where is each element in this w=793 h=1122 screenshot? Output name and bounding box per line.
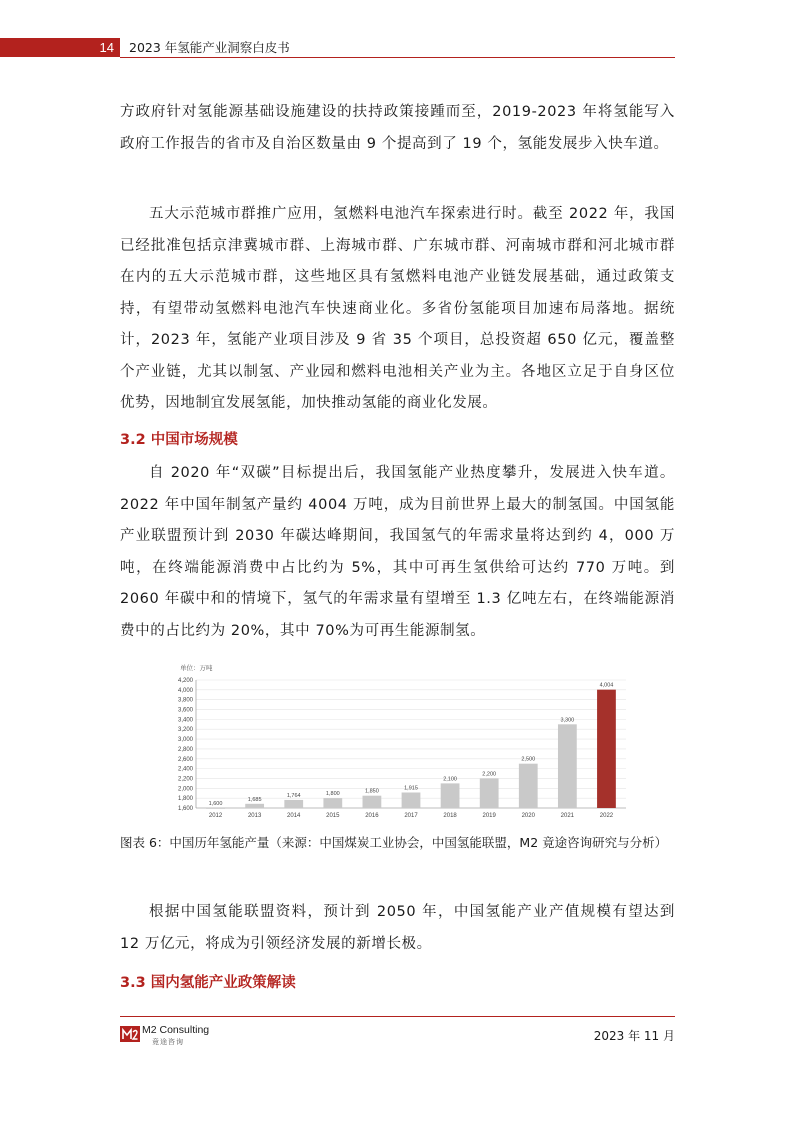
page-number: 14	[99, 40, 114, 55]
paragraph-forecast: 根据中国氢能联盟资料，预计到 2050 年，中国氢能产业产值规模有望达到 12 万亿元，将成为引领经济发展的新增长极。	[120, 904, 675, 952]
x-tick-label: 2020	[521, 813, 535, 819]
y-tick-label: 2,200	[177, 776, 193, 783]
logo-subtitle: 竟途咨询	[152, 1038, 184, 1046]
bar-2022	[597, 690, 616, 808]
paragraph-policy: 方政府针对氢能源基础设施建设的扶持政策接踵而至，2019-2023 年将氢能写入政府工作报告的省市及自治区数量由 9 个提高到了 19 个，氢能发展步入快车道。	[120, 104, 675, 152]
hydrogen-production-chart	[160, 658, 640, 828]
x-tick-label: 2017	[404, 813, 418, 819]
bar-value-label: 4,004	[599, 682, 614, 689]
bar-2020	[519, 764, 538, 808]
y-tick-label: 2,400	[177, 766, 193, 773]
x-tick-label: 2015	[326, 813, 340, 819]
y-tick-label: 3,400	[177, 717, 193, 724]
x-tick-label: 2013	[247, 813, 262, 819]
y-tick-label: 3,000	[177, 737, 193, 744]
bar-2018	[441, 783, 460, 808]
bar-2012	[206, 808, 225, 809]
m2-logo-icon	[120, 1024, 140, 1044]
x-tick-label: 2012	[208, 813, 223, 819]
bar-value-label: 2,500	[521, 756, 536, 763]
y-tick-label: 2,000	[177, 786, 193, 793]
y-tick-label: 1,600	[177, 806, 193, 812]
chart-unit-label: 单位：万吨	[180, 664, 213, 672]
x-tick-label: 2014	[287, 813, 301, 819]
y-tick-label: 4,000	[177, 687, 193, 694]
y-tick-label: 2,600	[177, 756, 193, 763]
figure-caption: 图表 6：中国历年氢能产量（来源：中国煤炭工业协会，中国氢能联盟，M2 竟途咨询研究与分析）	[120, 835, 668, 850]
x-tick-label: 2016	[365, 813, 379, 819]
bar-2019	[480, 778, 499, 808]
bar-value-label: 1,800	[325, 791, 340, 798]
y-tick-label: 3,600	[177, 707, 193, 714]
bar-value-label: 2,200	[482, 771, 497, 778]
logo-name: M2 Consulting	[142, 1024, 210, 1036]
footer-divider	[120, 1016, 675, 1017]
y-tick-label: 4,200	[177, 678, 193, 684]
bar-2015	[323, 798, 342, 808]
x-tick-label: 2019	[482, 813, 496, 819]
bar-2016	[363, 796, 382, 808]
bar-2021	[558, 724, 577, 808]
footer-date: 2023 年 11 月	[593, 1029, 675, 1043]
paragraph-demo-cities: 五大示范城市群推广应用，氢燃料电池汽车探索进行时。截至 2022 年，我国已经批准包括京津冀城市群、上海城市群、广东城市群、河南城市群和河北城市群在内的五大示范城市群，这些地区具有氢燃料电池产业链发展基础，通过政策支持，有望带动氢燃料电池汽车快速商业化。多省份氢能项目加速布局落地。据统计，2023 年，氢能产业项目涉及 9 省 35 个项目，总投资超 650 亿元，覆盖整个产业链，尤其以制氢、产业园和燃料电池相关产业为主。各地区立足于自身区位优势，因地制宜发展氢能，加快推动氢能的商业化发展。	[120, 206, 675, 411]
y-tick-label: 1,800	[177, 796, 193, 803]
bar-value-label: 1,915	[404, 785, 418, 792]
paragraph-market: 自 2020 年“双碳”目标提出后，我国氢能产业热度攀升，发展进入快车道。2022 年中国年制氢产量约 4004 万吨，成为目前世界上最大的制氢国。中国氢能产业联盟预计到 2030 年碳达峰期间，我国氢气的年需求量将达到约 4，000 万吨，在终端能源消费中占比约为 5%，其中可再生氢供给可达约 770 万吨。到 2060 年碳中和的情境下，氢气的年需求量有望增至 1.3 亿吨左右，在终端能源消费中的占比约为 20%，其中 70%为可再生能源制氢。	[120, 465, 675, 639]
bar-value-label: 2,100	[443, 776, 457, 783]
bar-value-label: 1,685	[247, 796, 262, 803]
x-tick-label: 2022	[599, 813, 614, 819]
x-tick-label: 2021	[560, 813, 575, 819]
bar-value-label: 1,600	[208, 801, 223, 807]
y-tick-label: 3,200	[177, 727, 193, 734]
section-heading-policy: 3.3 国内氢能产业政策解读	[120, 975, 296, 991]
bar-value-label: 1,850	[365, 788, 379, 795]
y-tick-label: 3,800	[177, 697, 193, 704]
chart-svg	[160, 658, 640, 828]
x-tick-label: 2018	[443, 813, 457, 819]
header-divider	[120, 57, 675, 58]
bar-2017	[402, 792, 421, 808]
bar-2014	[284, 800, 303, 808]
bar-value-label: 3,300	[560, 717, 575, 724]
bar-2013	[245, 804, 264, 808]
bar-value-label: 1,764	[286, 792, 301, 799]
y-tick-label: 2,800	[177, 746, 193, 753]
header-title: 2023 年氢能产业洞察白皮书	[129, 40, 290, 55]
section-heading-market-size: 3.2 中国市场规模	[120, 432, 238, 448]
